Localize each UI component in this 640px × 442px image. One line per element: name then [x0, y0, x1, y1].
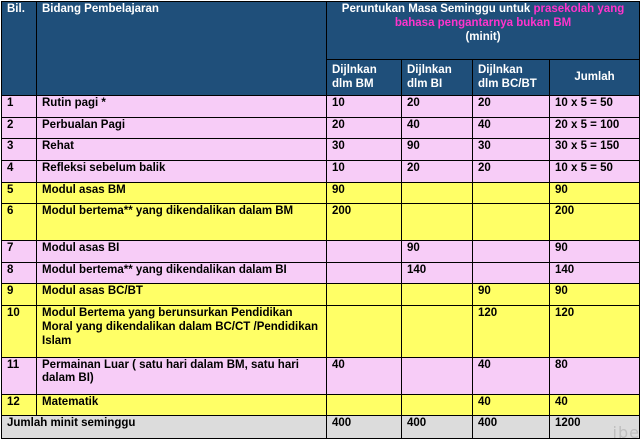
cell-bm [327, 262, 402, 284]
cell-bil: 3 [2, 139, 37, 161]
cell-bil: 9 [2, 284, 37, 306]
cell-bi: 40 [402, 117, 473, 139]
cell-bi [402, 306, 473, 358]
watermark-logo: ibe [612, 423, 640, 442]
cell-jumlah: 140 [550, 262, 640, 284]
cell-jumlah: 80 [550, 357, 640, 394]
cell-bcbt: 20 [473, 160, 550, 182]
cell-bcbt [473, 204, 550, 241]
header-jumlah: Jumlah [550, 60, 640, 96]
cell-bi: 20 [402, 96, 473, 118]
cell-bil: 2 [2, 117, 37, 139]
table-row [2, 139, 640, 161]
cell-jumlah: 30 x 5 = 150 [550, 139, 640, 161]
cell-bm: 10 [327, 160, 402, 182]
cell-bi [402, 357, 473, 394]
cell-bidang: Modul bertema** yang dikendalikan dalam BI [37, 262, 327, 284]
cell-bcbt [473, 262, 550, 284]
cell-bm [327, 306, 402, 358]
header-dijalankan-bm: Dijlnkan dlm BM [327, 60, 402, 96]
total-bcbt: 400 [473, 416, 550, 439]
cell-bm [327, 241, 402, 263]
header-dijalankan-bi: Dijlnkan dlm BI [402, 60, 473, 96]
header-title-unit: (minit) [465, 30, 501, 43]
total-bi: 400 [402, 416, 473, 439]
cell-bi: 140 [402, 262, 473, 284]
cell-bil: 10 [2, 306, 37, 358]
table-row [2, 117, 640, 139]
cell-bidang: Modul asas BI [37, 241, 327, 263]
cell-bidang: Matematik [37, 394, 327, 416]
cell-bil: 6 [2, 204, 37, 241]
header-title-highlight: prasekolah yang bahasa pengantarnya bukan BM [394, 3, 625, 29]
cell-jumlah: 90 [550, 284, 640, 306]
header-dijalankan-bcbt: Dijlnkan dlm BC/BT [473, 60, 550, 96]
cell-jumlah: 90 [550, 182, 640, 204]
cell-bidang: Refleksi sebelum balik [37, 160, 327, 182]
cell-bi: 90 [402, 139, 473, 161]
table-row [2, 241, 640, 263]
table-row [2, 96, 640, 118]
cell-bcbt: 40 [473, 117, 550, 139]
header-bil: Bil. [2, 2, 37, 96]
header-bidang: Bidang Pembelajaran [37, 2, 327, 96]
cell-bcbt [473, 182, 550, 204]
cell-bcbt: 120 [473, 306, 550, 358]
cell-jumlah: 90 [550, 241, 640, 263]
cell-bi [402, 182, 473, 204]
cell-bcbt: 30 [473, 139, 550, 161]
table-row [2, 306, 640, 358]
cell-bi: 90 [402, 241, 473, 263]
cell-bil: 1 [2, 96, 37, 118]
cell-bm: 90 [327, 182, 402, 204]
cell-bm: 10 [327, 96, 402, 118]
cell-bidang: Rutin pagi * [37, 96, 327, 118]
table-row [2, 357, 640, 394]
cell-bidang: Perbualan Pagi [37, 117, 327, 139]
cell-bcbt: 90 [473, 284, 550, 306]
table-row [2, 204, 640, 241]
cell-bil: 4 [2, 160, 37, 182]
cell-bm: 20 [327, 117, 402, 139]
cell-bil: 5 [2, 182, 37, 204]
cell-bil: 12 [2, 394, 37, 416]
cell-bidang: Modul asas BM [37, 182, 327, 204]
table-row [2, 182, 640, 204]
cell-jumlah: 120 [550, 306, 640, 358]
cell-bidang: Rehat [37, 139, 327, 161]
cell-bidang: Modul bertema** yang dikendalikan dalam BM [37, 204, 327, 241]
time-allocation-table [1, 1, 640, 439]
cell-bidang: Modul asas BC/BT [37, 284, 327, 306]
header-allocation-title [327, 2, 640, 60]
cell-jumlah: 200 [550, 204, 640, 241]
table-row [2, 394, 640, 416]
cell-bil: 7 [2, 241, 37, 263]
cell-bm [327, 394, 402, 416]
cell-jumlah: 40 [550, 394, 640, 416]
table-row [2, 160, 640, 182]
total-row [2, 416, 640, 439]
cell-bm: 30 [327, 139, 402, 161]
cell-bm [327, 284, 402, 306]
table-row [2, 262, 640, 284]
header-title-prefix: Peruntukan Masa Seminggu untuk [341, 3, 534, 15]
cell-jumlah: 10 x 5 = 50 [550, 160, 640, 182]
total-label: Jumlah minit seminggu [2, 416, 327, 439]
cell-bil: 11 [2, 357, 37, 394]
cell-jumlah: 20 x 5 = 100 [550, 117, 640, 139]
cell-bi [402, 204, 473, 241]
cell-bcbt [473, 241, 550, 263]
cell-jumlah: 10 x 5 = 50 [550, 96, 640, 118]
cell-bm: 200 [327, 204, 402, 241]
cell-bi [402, 284, 473, 306]
cell-bil: 8 [2, 262, 37, 284]
total-bm: 400 [327, 416, 402, 439]
cell-bidang: Permainan Luar ( satu hari dalam BM, satu hari dalam BI) [37, 357, 327, 394]
table-row [2, 284, 640, 306]
cell-bi: 20 [402, 160, 473, 182]
cell-bidang: Modul Bertema yang berunsurkan Pendidikan Moral yang dikendalikan dalam BC/CT /Pendidikan Islam [37, 306, 327, 358]
cell-bm: 40 [327, 357, 402, 394]
cell-bi [402, 394, 473, 416]
cell-bcbt: 40 [473, 394, 550, 416]
total-jumlah: 1200 [550, 416, 640, 439]
cell-bcbt: 40 [473, 357, 550, 394]
cell-bcbt: 20 [473, 96, 550, 118]
